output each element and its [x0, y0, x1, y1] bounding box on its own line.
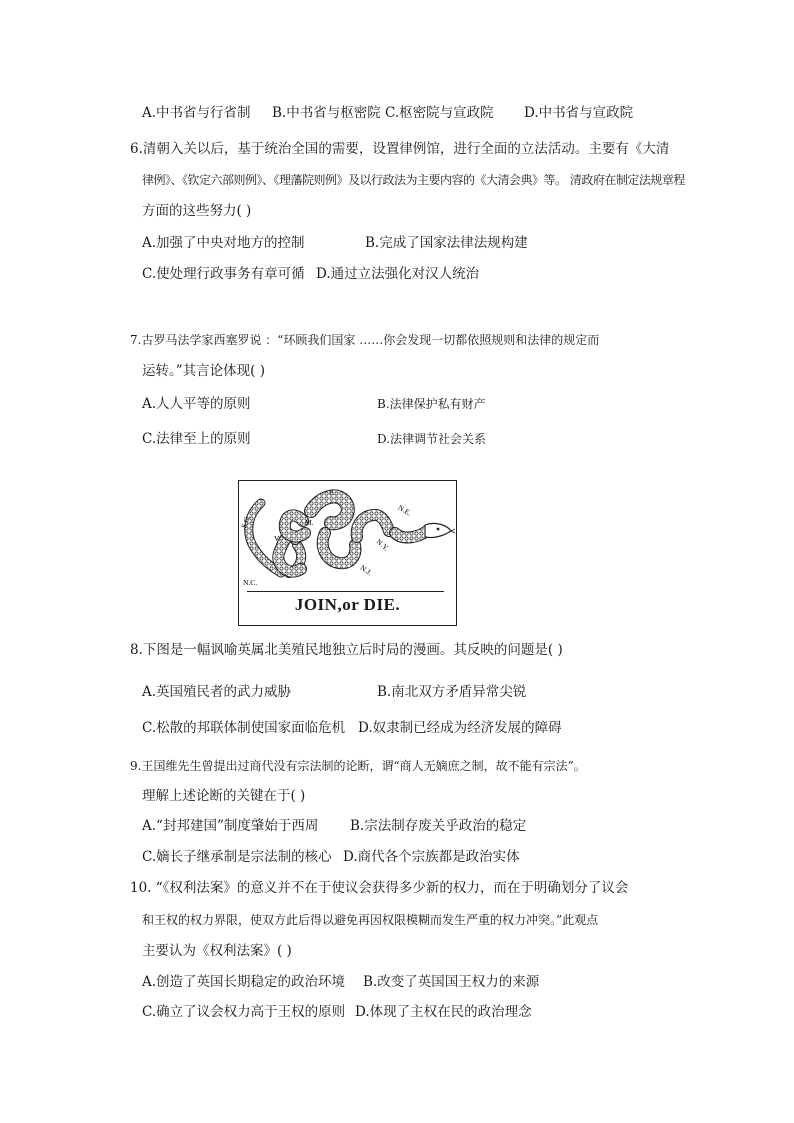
q6-option-a: A.加强了中央对地方的控制 — [142, 235, 305, 251]
caption-rule — [247, 591, 444, 592]
q7-option-d: D.法律调节社会关系 — [377, 432, 487, 446]
q5-option-b: B.中书省与枢密院 — [272, 105, 381, 121]
q9-option-b: B.宗法制存废关乎政治的稳定 — [350, 818, 527, 834]
q10-option-c: C.确立了议会权力高于王权的原则 — [142, 1004, 346, 1020]
cartoon-caption: JOIN,or DIE. — [294, 595, 401, 614]
q10-option-b: B.改变了英国国王权力的来源 — [363, 974, 540, 990]
q10-option-d: D.体现了主权在民的政治理念 — [355, 1004, 532, 1020]
q6-stem-line-3: 方面的这些努力( ) — [142, 203, 252, 219]
figure-label: P. — [329, 488, 335, 497]
q7-stem-line-1: 7.古罗马法学家西塞罗说 ：“环顾我们国家 ……你会发现一切都依照规则和法律的规定而 — [130, 333, 600, 347]
q7-option-c: C.法律至上的原则 — [142, 431, 251, 447]
figure-label: N.E. — [396, 502, 413, 518]
q5-option-a: A.中书省与行省制 — [142, 105, 251, 121]
figure-label: M. — [305, 518, 314, 527]
q6-stem-line-1: 6.清朝入关以后，基于统治全国的需要，设置律例馆，进行全面的立法活动。主要有《大清 — [130, 141, 670, 157]
q8-option-d: D.奴隶制已经成为经济发展的障碍 — [358, 720, 562, 736]
q9-option-a: A.“封邦建国”制度肇始于西周 — [142, 818, 319, 834]
q8-option-b: B.南北双方矛盾异常尖锐 — [377, 684, 527, 700]
q8-option-c: C.松散的邦联体制使国家面临危机 — [142, 720, 346, 736]
q9-option-c: C.嫡长子继承制是宗法制的核心 — [142, 849, 332, 865]
figure-label: N.C. — [243, 578, 258, 587]
join-or-die-cartoon — [238, 480, 457, 626]
q7-option-a: A.人人平等的原则 — [142, 396, 251, 412]
figure-label: S.C. — [239, 514, 252, 530]
q7-stem-line-2: 运转。”其言论体现( ) — [142, 363, 265, 379]
q9-option-d: D.商代各个宗族都是政治实体 — [343, 849, 520, 865]
q10-stem-line-3: 主要认为《权利法案》( ) — [142, 943, 292, 959]
q9-stem-line-1: 9.王国维先生曾提出过商代没有宗法制的论断，谓“商人无嫡庶之制，故不能有宗法”。 — [130, 759, 586, 773]
q6-option-d: D.通过立法强化对汉人统治 — [316, 266, 480, 282]
q6-option-c: C.使处理行政事务有章可循 — [142, 266, 305, 282]
q9-stem-line-2: 理解上述论断的关键在于( ) — [142, 788, 306, 804]
q8-option-a: A.英国殖民者的武力威胁 — [142, 684, 292, 700]
q10-option-a: A.创造了英国长期稳定的政治环境 — [142, 974, 346, 990]
q7-option-b: B.法律保护私有财产 — [377, 397, 486, 411]
figure-label: N.Y. — [374, 537, 391, 553]
q8-stem-line-1: 8.下图是一幅讽喻英属北美殖民地独立后时局的漫画。其反映的问题是( ) — [130, 642, 563, 658]
q5-option-c: C.枢密院与宣政院 — [385, 105, 494, 121]
q6-option-b: B.完成了国家法律法规构建 — [365, 235, 528, 251]
q10-stem-line-1: 10. “《权利法案》的意义并不在于使议会获得多少新的权力，而在于明确划分了议会 — [130, 880, 629, 896]
figure-label: N.J. — [358, 562, 374, 578]
segmented-snake-illustration — [239, 481, 455, 589]
figure-label: V. — [274, 534, 281, 543]
q6-stem-line-2: 律例》、《钦定六部则例》、《理藩院则例》及以行政法为主要内容的《大清会典》等。 清政府在制定法规章程 — [142, 173, 685, 187]
q10-stem-line-2: 和王权的权力界限，使双方此后得以避免再因权限模糊而发生严重的权力冲突。”此观点 — [142, 913, 599, 927]
q5-option-d: D.中书省与宣政院 — [524, 105, 634, 121]
